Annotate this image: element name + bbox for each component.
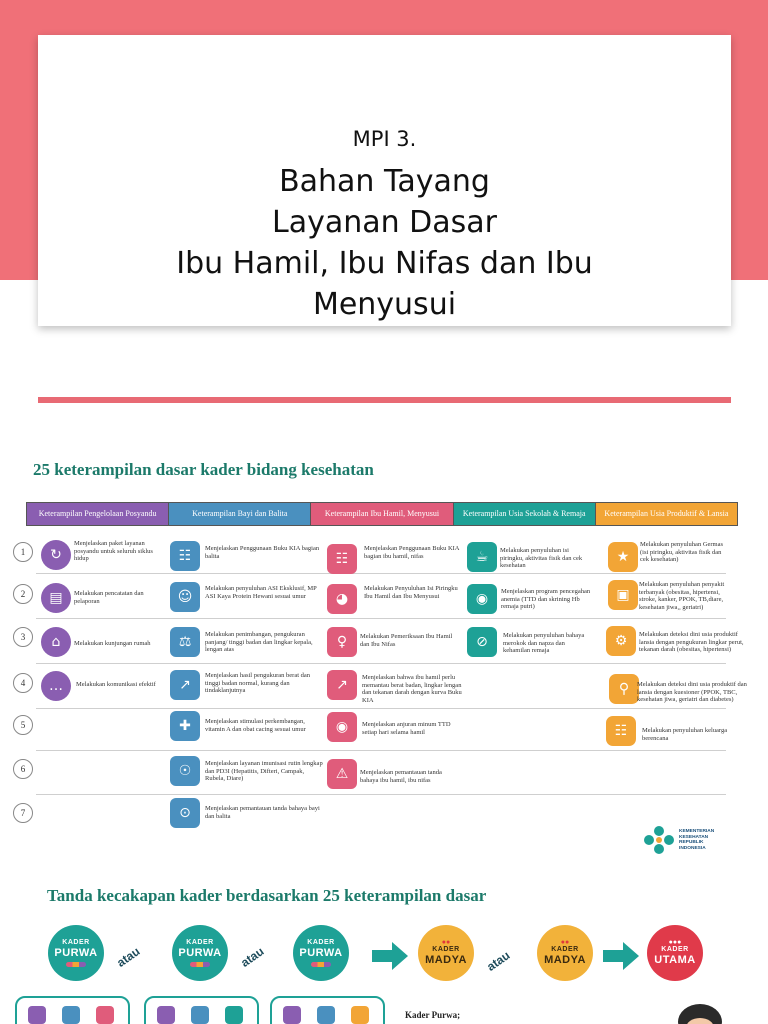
category-bayi-balita: Keterampilan Bayi dan Balita bbox=[169, 503, 311, 525]
kemenkes-line: KEMENTERIAN bbox=[679, 829, 715, 834]
title-line-4: Menyusui bbox=[312, 287, 457, 322]
mini-posyandu-icon bbox=[28, 1006, 46, 1024]
skill-text: Melakukan penyuluhan bahaya merokok dan napza dan kehamilan remaja bbox=[503, 632, 585, 654]
badge-dots-icon: ●●● bbox=[668, 939, 682, 946]
skill-text: Melakukan deteksi dini usia produktif dan lansia dengan kuesioner (PPOK, TBC, kesehatan jiwa, geriatri dan diabetes) bbox=[637, 681, 747, 703]
skill-text: Melakukan penyuluhan Germas (isi piringku, aktivitas fisik dan cek kesehatan) bbox=[640, 541, 724, 563]
skill-text: Melakukan Pemeriksaan Ibu Hamil dan Ibu Nifas bbox=[360, 633, 453, 648]
badge-dots-icon: ●● bbox=[441, 939, 451, 946]
row-divider bbox=[36, 794, 726, 795]
category-header-row bbox=[26, 502, 738, 526]
row-number-5: 5 bbox=[13, 715, 33, 735]
badge-level: PURWA bbox=[299, 947, 343, 959]
badge-caption: KADER bbox=[551, 946, 579, 953]
anemia-drop-icon: ◉ bbox=[467, 584, 497, 614]
thermometer-icon: ⊙ bbox=[170, 798, 200, 828]
badge-caption: KADER bbox=[307, 939, 335, 946]
mini-ibu-icon bbox=[96, 1006, 114, 1024]
skill-text: Menjelaskan pemantauan tanda bahaya ibu hamil, ibu nifas bbox=[360, 769, 442, 784]
disease-education-icon: ▣ bbox=[608, 580, 638, 610]
badge-pill-icon bbox=[66, 962, 86, 967]
mini-bayi-icon bbox=[317, 1006, 335, 1024]
slide-subtitle: MPI 3. bbox=[352, 127, 417, 151]
badge-level: MADYA bbox=[425, 954, 467, 966]
skill-text: Menjelaskan program pencegahan anemia (TTD dan skrining Hb remaja putri) bbox=[501, 588, 591, 610]
mini-bayi-icon bbox=[191, 1006, 209, 1024]
kader-person-illustration-icon bbox=[622, 1000, 742, 1024]
baby-scale-icon: ⚖ bbox=[170, 627, 200, 657]
chat-bubble-icon: … bbox=[41, 671, 71, 701]
growth-chart-icon: ↗ bbox=[170, 670, 200, 700]
kemenkes-line: REPUBLIK bbox=[679, 840, 704, 845]
badge-caption: KADER bbox=[432, 946, 460, 953]
skill-text: Menjelaskan paket layanan posyandu untuk seluruh siklus hidup bbox=[74, 540, 153, 562]
germas-icon: ★ bbox=[608, 542, 638, 572]
badge-kader-purwa bbox=[48, 925, 104, 981]
skill-text: Menjelaskan Penggunaan Buku KIA bagian ibu hamil, nifas bbox=[364, 545, 460, 560]
no-smoking-icon: ⊘ bbox=[467, 627, 497, 657]
arrow-right-icon bbox=[372, 942, 408, 970]
row-number-7: 7 bbox=[13, 803, 33, 823]
title-card bbox=[38, 35, 731, 326]
title-slide bbox=[0, 0, 768, 420]
badge-caption: KADER bbox=[62, 939, 90, 946]
skill-text: Menjelaskan hasil pengukuran berat dan tinggi badan normal, kurang dan tindaklanjutnya bbox=[205, 672, 311, 694]
row-divider bbox=[36, 573, 726, 574]
slide-title bbox=[38, 161, 731, 325]
skill-text: Melakukan kunjungan rumah bbox=[74, 640, 151, 647]
kemenkes-line: INDONESIA bbox=[679, 845, 706, 851]
kia-book-icon: ☷ bbox=[170, 541, 200, 571]
skill-text: Menjelaskan stimulasi perkembangan, vitamin A dan obat cacing sesuai umur bbox=[205, 718, 306, 733]
skill-text: Menjelaskan layanan imunisasi rutin lengkap dan PD3I (Hepatitis, Difteri, Campak, Rubela, Diare) bbox=[205, 760, 323, 782]
breastfeeding-icon: ☺ bbox=[170, 582, 200, 612]
badge-level: UTAMA bbox=[654, 954, 696, 966]
questionnaire-search-icon: ⚲ bbox=[609, 674, 639, 704]
mini-bayi-icon bbox=[62, 1006, 80, 1024]
atau-label: atau bbox=[484, 948, 513, 974]
category-usia-produktif: Keterampilan Usia Produktif & Lansia bbox=[596, 503, 737, 525]
skill-text: Melakukan penyuluhan isi piringku, aktivitas fisik dan cek kesehatan bbox=[500, 547, 583, 569]
row-divider bbox=[36, 618, 726, 619]
arrow-right-icon bbox=[603, 942, 639, 970]
kemenkes-emblem-icon bbox=[643, 825, 675, 855]
skill-text: Melakukan Penyuluhan Isi Piringku Ibu Hamil dan Ibu Menyusui bbox=[364, 585, 458, 600]
kemenkes-wordmark bbox=[679, 829, 714, 851]
title-line-1: Bahan Tayang bbox=[279, 164, 490, 199]
badge-level: PURWA bbox=[54, 947, 98, 959]
mini-posyandu-icon bbox=[157, 1006, 175, 1024]
badge-caption: KADER bbox=[186, 939, 214, 946]
family-planning-icon: ☷ bbox=[606, 716, 636, 746]
row-divider bbox=[36, 750, 726, 751]
skill-text: Melakukan penyuluhan ASI Eksklusif, MP ASI Kaya Protein Hewani sesuai umur bbox=[205, 585, 317, 600]
badge-kader-madya bbox=[418, 925, 474, 981]
blood-pressure-icon: ⚙ bbox=[606, 626, 636, 656]
divider-rule bbox=[38, 397, 731, 403]
skill-text: Melakukan deteksi dini usia produktif lansia dengan pengukuran lingkar perut, tekanan darah (obesitas, hipertensi) bbox=[639, 631, 744, 653]
badge-pill-icon bbox=[311, 962, 331, 967]
skill-text: Melakukan penyuluhan penyakit terbanyak (obesitas, hipertensi, stroke, kanker, PPOK, TB,diare, kesehatan jiwa,, geriatri) bbox=[639, 581, 725, 611]
badge-kader-purwa bbox=[172, 925, 228, 981]
kemenkes-line: KESEHATAN bbox=[679, 834, 709, 840]
badge-caption: KADER bbox=[661, 946, 689, 953]
badge-kader-madya bbox=[537, 925, 593, 981]
badge-level: MADYA bbox=[544, 954, 586, 966]
category-ibu-hamil: Keterampilan Ibu Hamil, Menyusui bbox=[311, 503, 453, 525]
row-number-3: 3 bbox=[13, 627, 33, 647]
weight-curve-icon: ↗ bbox=[327, 670, 357, 700]
warning-sign-icon: ⚠ bbox=[327, 759, 357, 789]
badge-dots-icon: ●● bbox=[560, 939, 570, 946]
skill-text: Menjelaskan bahwa ibu hamil perlu memantau berat badan, lingkar lengan dan tekanan darah dengan kurva Buku KIA bbox=[362, 674, 462, 704]
title-line-3: Ibu Hamil, Ibu Nifas dan Ibu bbox=[176, 246, 593, 281]
skills-slide bbox=[0, 420, 768, 1024]
skill-text: Menjelaskan Penggunaan Buku KIA bagian balita bbox=[205, 545, 320, 560]
skills-title: 25 keterampilan dasar kader bidang kesehatan bbox=[33, 460, 374, 479]
row-number-1: 1 bbox=[13, 542, 33, 562]
row-number-4: 4 bbox=[13, 673, 33, 693]
row-divider bbox=[36, 708, 726, 709]
report-tablet-icon: ▤ bbox=[41, 583, 71, 613]
title-line-2: Layanan Dasar bbox=[271, 205, 497, 240]
skill-text: Melakukan penyuluhan keluarga berencana bbox=[642, 727, 728, 742]
badge-level: PURWA bbox=[178, 947, 222, 959]
pregnant-check-icon: ♀ bbox=[327, 627, 357, 657]
category-posyandu: Keterampilan Pengelolaan Posyandu bbox=[27, 503, 169, 525]
skill-text: Menjelaskan pemantauan tanda bahaya bayi dan balita bbox=[205, 805, 320, 820]
row-divider bbox=[36, 663, 726, 664]
skill-text: Melakukan penimbangan, pengukuran panjang/ tinggi badan dan lingkar kepala, lengan atas bbox=[205, 631, 313, 653]
kemenkes-logo bbox=[643, 825, 714, 855]
skill-text: Melakukan komunikasi efektif bbox=[76, 681, 156, 688]
cutlery-icon: ☕ bbox=[467, 542, 497, 572]
badge-pill-icon bbox=[190, 962, 210, 967]
atau-label: atau bbox=[114, 944, 143, 970]
kader-purwa-label: Kader Purwa; bbox=[405, 1010, 461, 1020]
posyandu-cycle-icon: ↻ bbox=[41, 540, 71, 570]
badges-title: Tanda kecakapan kader berdasarkan 25 keterampilan dasar bbox=[47, 886, 487, 905]
vitamin-dropper-icon: ✚ bbox=[170, 711, 200, 741]
immunization-shield-icon: ☉ bbox=[170, 756, 200, 786]
mini-posyandu-icon bbox=[283, 1006, 301, 1024]
atau-label: atau bbox=[238, 944, 267, 970]
kia-book-mother-icon: ☷ bbox=[327, 544, 357, 574]
food-bowl-icon: ◕ bbox=[327, 584, 357, 614]
badge-kader-purwa bbox=[293, 925, 349, 981]
badge-kader-utama bbox=[647, 925, 703, 981]
home-visit-icon: ⌂ bbox=[41, 627, 71, 657]
row-number-6: 6 bbox=[13, 759, 33, 779]
skill-text: Menjelaskan anjuran minum TTD setiap hari selama hamil bbox=[362, 721, 451, 736]
blood-drop-icon: ◉ bbox=[327, 712, 357, 742]
row-number-2: 2 bbox=[13, 584, 33, 604]
mini-remaja-icon bbox=[225, 1006, 243, 1024]
mini-lansia-icon bbox=[351, 1006, 369, 1024]
category-usia-sekolah: Keterampilan Usia Sekolah & Remaja bbox=[454, 503, 596, 525]
skill-text: Melakukan pencatatan dan pelaporan bbox=[74, 590, 144, 605]
